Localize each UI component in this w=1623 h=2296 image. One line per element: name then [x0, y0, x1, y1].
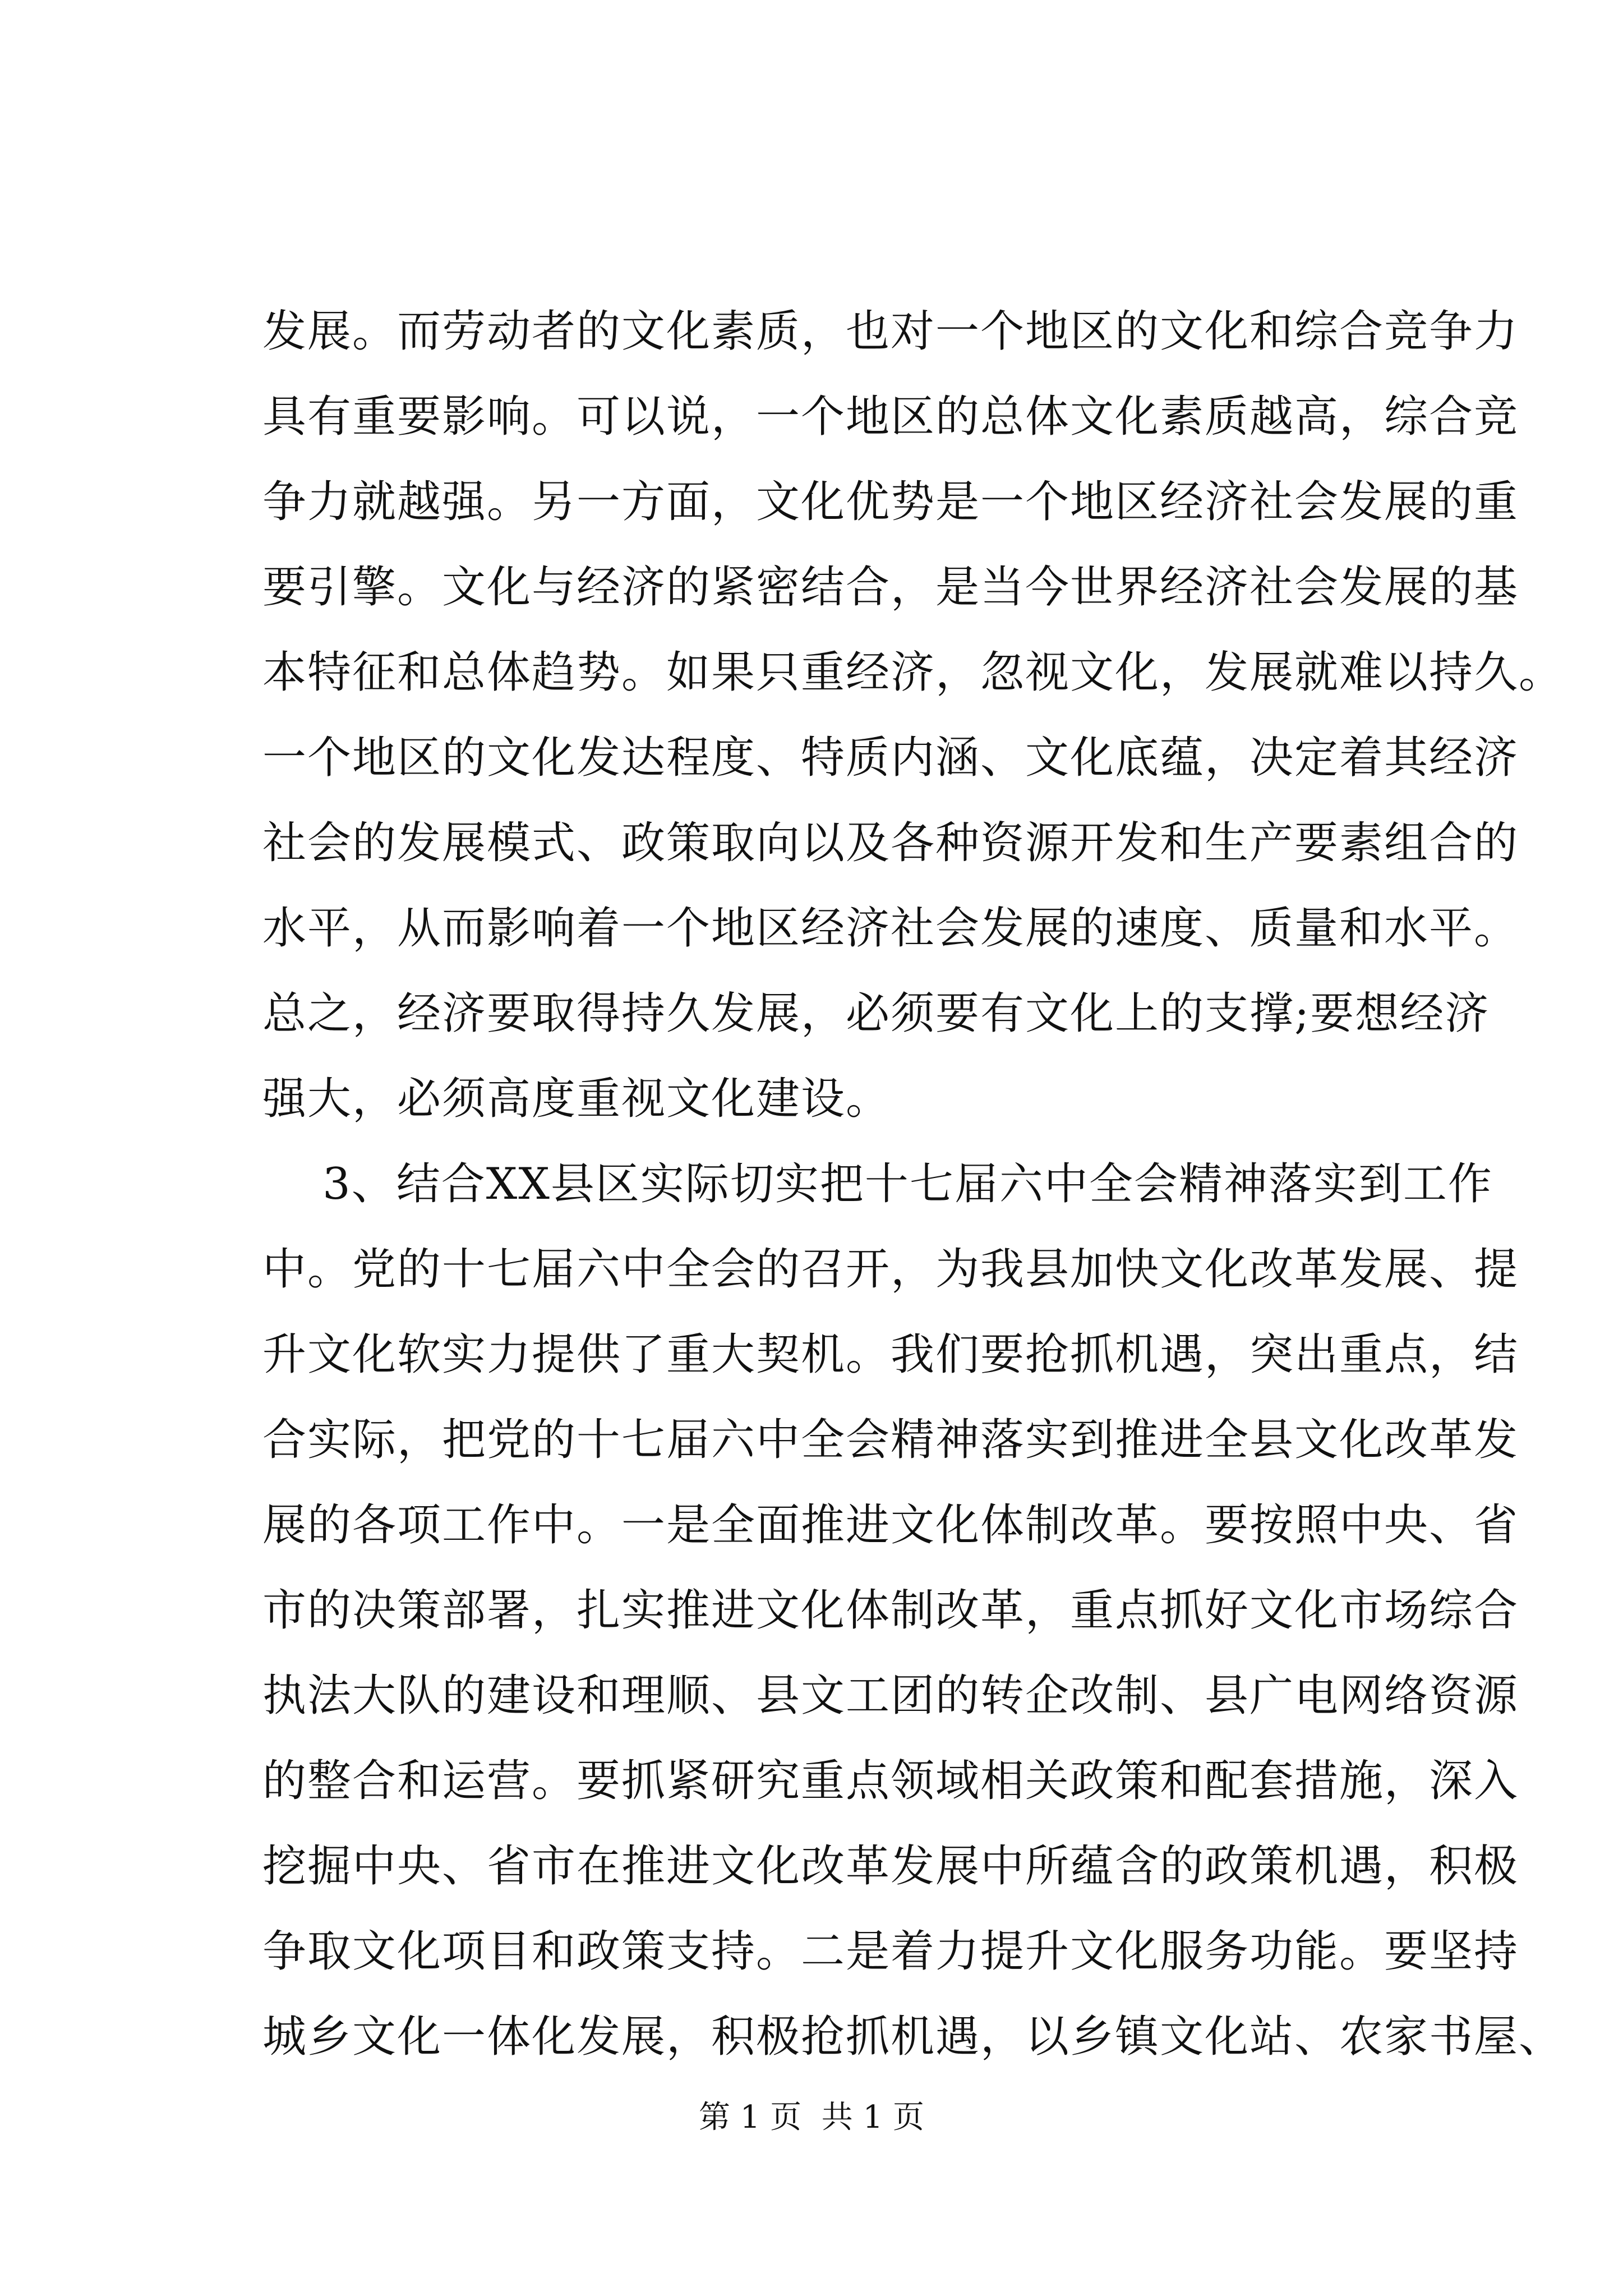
text-line: 一个地区的文化发达程度、特质内涵、文化底蕴，决定着其经济: [262, 733, 1519, 783]
text-line: 总之，经济要取得持久发展，必须要有文化上的支撑;要想经济: [262, 988, 1490, 1039]
text-line: 的整合和运营。要抓紧研究重点领域相关政策和配套措施，深入: [262, 1756, 1519, 1806]
text-line: 要引擎。文化与经济的紧密结合，是当今世界经济社会发展的基: [262, 562, 1519, 613]
document-body: [262, 289, 1564, 2079]
text-line: 争力就越强。另一方面，文化优势是一个地区经济社会发展的重: [262, 477, 1519, 527]
text-line: 强大，必须高度重视文化建设。: [262, 1074, 891, 1124]
text-line: 挖掘中央、省市在推进文化改革发展中所蕴含的政策机遇，积极: [262, 1841, 1519, 1892]
text-line: 合实际，把党的十七届六中全会精神落实到推进全县文化改革发: [262, 1415, 1519, 1465]
page-footer: [0, 2095, 1623, 2140]
text-line: 中。党的十七届六中全会的召开，为我县加快文化改革发展、提: [262, 1244, 1519, 1295]
text-line: 争取文化项目和政策支持。二是着力提升文化服务功能。要坚持: [262, 1926, 1519, 1977]
text-line: 发展。而劳动者的文化素质，也对一个地区的文化和综合竞争力: [262, 306, 1519, 357]
text-line: 社会的发展模式、政策取向以及各种资源开发和生产要素组合的: [262, 818, 1519, 868]
text-line: 城乡文化一体化发展，积极抢抓机遇，以乡镇文化站、农家书屋、: [262, 2012, 1564, 2062]
paragraph-start-line: 3、结合XX县区实际切实把十七届六中全会精神落实到工作: [262, 1159, 1493, 1209]
text-line: 执法大队的建设和理顺、县文工团的转企改制、县广电网络资源: [262, 1671, 1519, 1721]
text-line: 具有重要影响。可以说，一个地区的总体文化素质越高，综合竞: [262, 392, 1519, 442]
page-number-label: 第 1 页 共 1 页: [698, 2099, 925, 2136]
text-line: 本特征和总体趋势。如果只重经济，忽视文化，发展就难以持久。: [262, 647, 1564, 698]
text-line: 升文化软实力提供了重大契机。我们要抢抓机遇，突出重点，结: [262, 1329, 1519, 1380]
text-line: 水平，从而影响着一个地区经济社会发展的速度、质量和水平。: [262, 903, 1519, 954]
text-line: 展的各项工作中。一是全面推进文化体制改革。要按照中央、省: [262, 1500, 1519, 1550]
text-line: 市的决策部署，扎实推进文化体制改革，重点抓好文化市场综合: [262, 1585, 1519, 1636]
